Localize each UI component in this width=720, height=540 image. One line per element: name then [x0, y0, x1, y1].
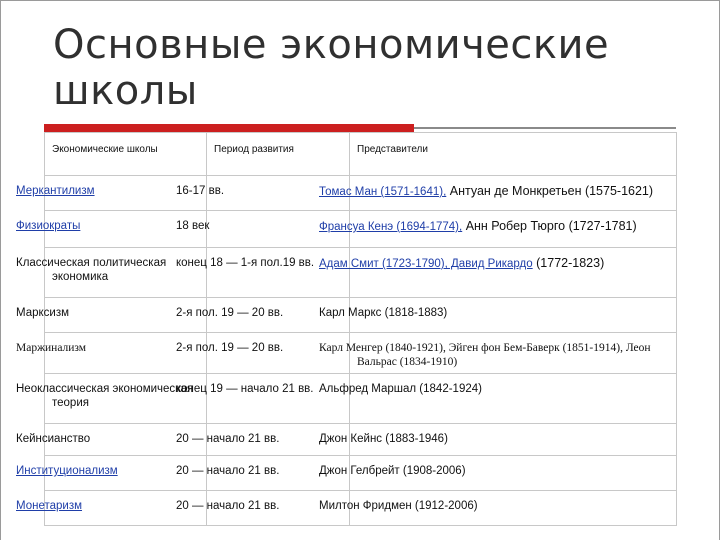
representative-link[interactable]: Томас Ман (1571-1641),: [319, 186, 447, 198]
representatives-cell: [319, 176, 677, 211]
period-text: конец 18 — 1-я пол.19 вв.: [176, 257, 315, 269]
school-cell: [16, 248, 207, 298]
period-text: 2-я пол. 19 — 20 вв.: [176, 342, 284, 354]
representatives-cell: [319, 491, 677, 526]
period-text: 16-17 вв.: [176, 185, 225, 197]
table-row: [45, 424, 677, 456]
slide-frame-top: [0, 0, 720, 1]
representatives-text: Альфред Маршал (1842-1924): [319, 383, 482, 395]
school-name: Классическая политическая экономика: [16, 257, 167, 283]
school-name: Марксизм: [16, 307, 70, 319]
title-underline-accent: [44, 124, 414, 132]
period-text: 20 — начало 21 вв.: [176, 465, 280, 477]
school-cell: [16, 374, 207, 424]
period-text: 18 век: [176, 220, 210, 232]
table-row: [45, 456, 677, 491]
representative-link[interactable]: Адам Смит (1723-1790), Давид Рикардо: [319, 258, 533, 270]
school-link[interactable]: Физиократы: [16, 220, 81, 232]
school-link[interactable]: Меркантилизм: [16, 185, 95, 197]
economic-schools-table: [16, 132, 677, 526]
representatives-text: Антуан де Монкретьен (1575-1621): [446, 184, 654, 198]
representatives-text: Карл Маркс (1818-1883): [319, 307, 448, 319]
school-name: Неоклассическая экономическая теория: [16, 383, 194, 409]
representatives-text: Джон Гелбрейт (1908-2006): [319, 465, 466, 477]
representatives-cell: [319, 248, 677, 298]
period-cell: [176, 374, 350, 424]
period-cell: [176, 248, 350, 298]
representatives-cell: [319, 298, 677, 333]
representative-link[interactable]: Франсуа Кенэ (1694-1774),: [319, 221, 463, 233]
period-text: конец 19 — начало 21 вв.: [176, 383, 314, 395]
header-representatives: Представители: [350, 133, 677, 176]
table-row: [45, 491, 677, 526]
representatives-text: Карл Менгер (1840-1921), Эйген фон Бем-Баверк (1851-1914), Леон Вальрас (1834-1910): [319, 342, 651, 368]
representatives-text: Милтон Фридмен (1912-2006): [319, 500, 478, 512]
school-name: Кейнсианство: [16, 433, 91, 445]
header-period: Период развития: [207, 133, 350, 176]
school-name: Маржинализм: [16, 342, 87, 354]
representatives-cell: [319, 456, 677, 491]
table-row: [45, 333, 677, 374]
table-row: [45, 374, 677, 424]
representatives-cell: [319, 374, 677, 424]
representatives-cell: [319, 211, 677, 248]
table-row: [45, 298, 677, 333]
representatives-text: Джон Кейнс (1883-1946): [319, 433, 448, 445]
period-text: 2-я пол. 19 — 20 вв.: [176, 307, 284, 319]
slide-title: Основные экономические школы: [53, 22, 610, 114]
school-link[interactable]: Институционализм: [16, 465, 118, 477]
representatives-text: (1772-1823): [532, 256, 605, 270]
table-body: [16, 176, 677, 526]
title-underline-rule: [414, 127, 676, 129]
table-row: [45, 211, 677, 248]
period-text: 20 — начало 21 вв.: [176, 500, 280, 512]
table-row: [45, 176, 677, 211]
school-link[interactable]: Монетаризм: [16, 500, 83, 512]
representatives-cell: [319, 424, 677, 456]
table-row: [45, 248, 677, 298]
table-header-row: [45, 133, 677, 176]
period-text: 20 — начало 21 вв.: [176, 433, 280, 445]
representatives-text: Анн Робер Тюрго (1727-1781): [462, 219, 637, 233]
title-underline: [44, 124, 676, 132]
header-schools: Экономические школы: [45, 133, 207, 176]
slide-frame-left: [0, 0, 1, 540]
representatives-cell: [319, 333, 677, 374]
